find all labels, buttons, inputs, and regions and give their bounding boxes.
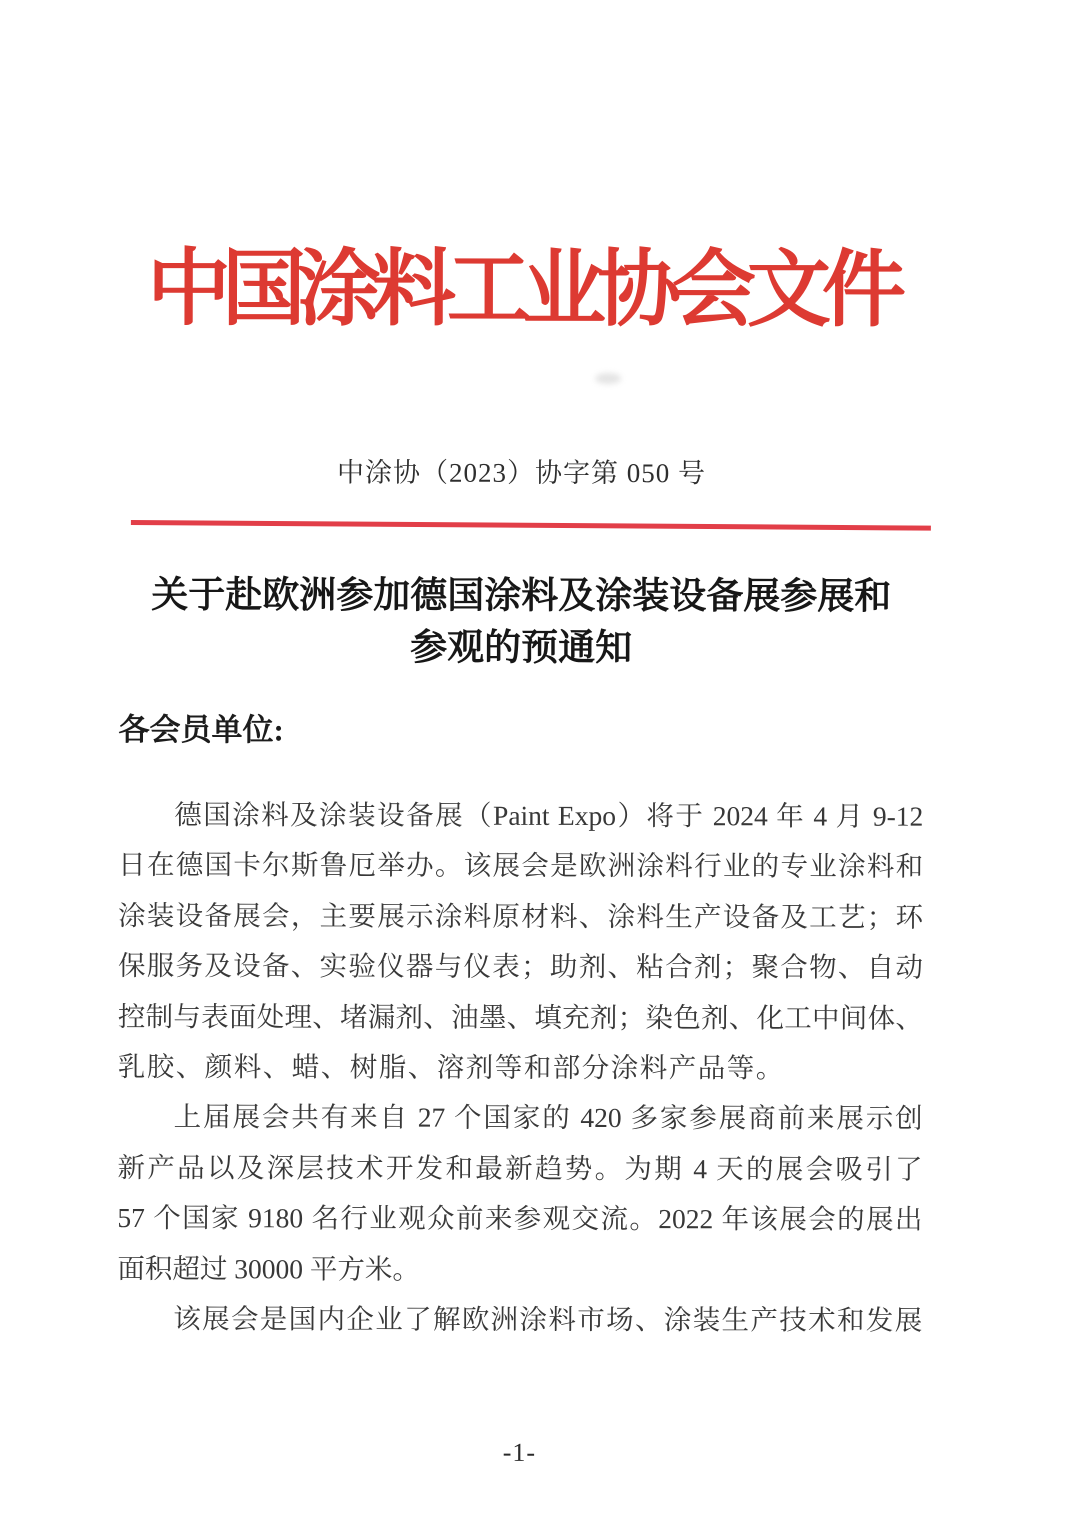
org-header-title: 中国涂料工业协会文件 — [146, 243, 897, 338]
body-line: 57 个国家 9180 名行业观众前来参观交流。2022 年该展会的展出 — [117, 1202, 923, 1235]
document-content — [117, 0, 925, 1527]
body-line: 涂装设备展会，主要展示涂料原材料、涂料生产设备及工艺；环 — [118, 899, 924, 933]
body-line: 保服务及设备、实验仪器与仪表；助剂、粘合剂；聚合物、自动 — [117, 950, 924, 983]
red-divider-line — [131, 520, 931, 530]
body-line: 新产品以及深层技术开发和最新趋势。为期 4 天的展会吸引了 — [117, 1151, 923, 1185]
notice-title — [119, 570, 924, 676]
body-line: 控制与表面处理、堵漏剂、油墨、填充剂；染色剂、化工中间体、 — [117, 1000, 923, 1034]
body-line: 乳胶、颜料、蜡、树脂、溶剂等和部分涂料产品等。 — [117, 1051, 785, 1084]
body-line: 日在德国卡尔斯鲁厄举办。该展会是欧洲涂料行业的专业涂料和 — [118, 849, 924, 883]
notice-title-line2: 参观的预通知 — [410, 627, 633, 670]
body-line: 上届展会共有来自 27 个国家的 420 多家参展商前来展示创 — [173, 1101, 923, 1135]
body-line: 该展会是国内企业了解欧洲涂料市场、涂装生产技术和发展 — [173, 1303, 923, 1336]
doc-number: 中涂协（2023）协字第 050 号 — [336, 457, 707, 489]
notice-body — [117, 790, 923, 1346]
scan-smudge — [595, 373, 621, 384]
notice-title-line1: 关于赴欧洲参加德国涂料及涂装设备展参展和 — [151, 575, 892, 618]
body-line: 德国涂料及涂装设备展（Paint Expo）将于 2024 年 4 月 9-12 — [174, 799, 924, 832]
body-line: 面积超过 30000 平方米。 — [117, 1252, 420, 1285]
page-number: -1- — [502, 1437, 537, 1467]
salutation: 各会员单位: — [118, 711, 284, 748]
